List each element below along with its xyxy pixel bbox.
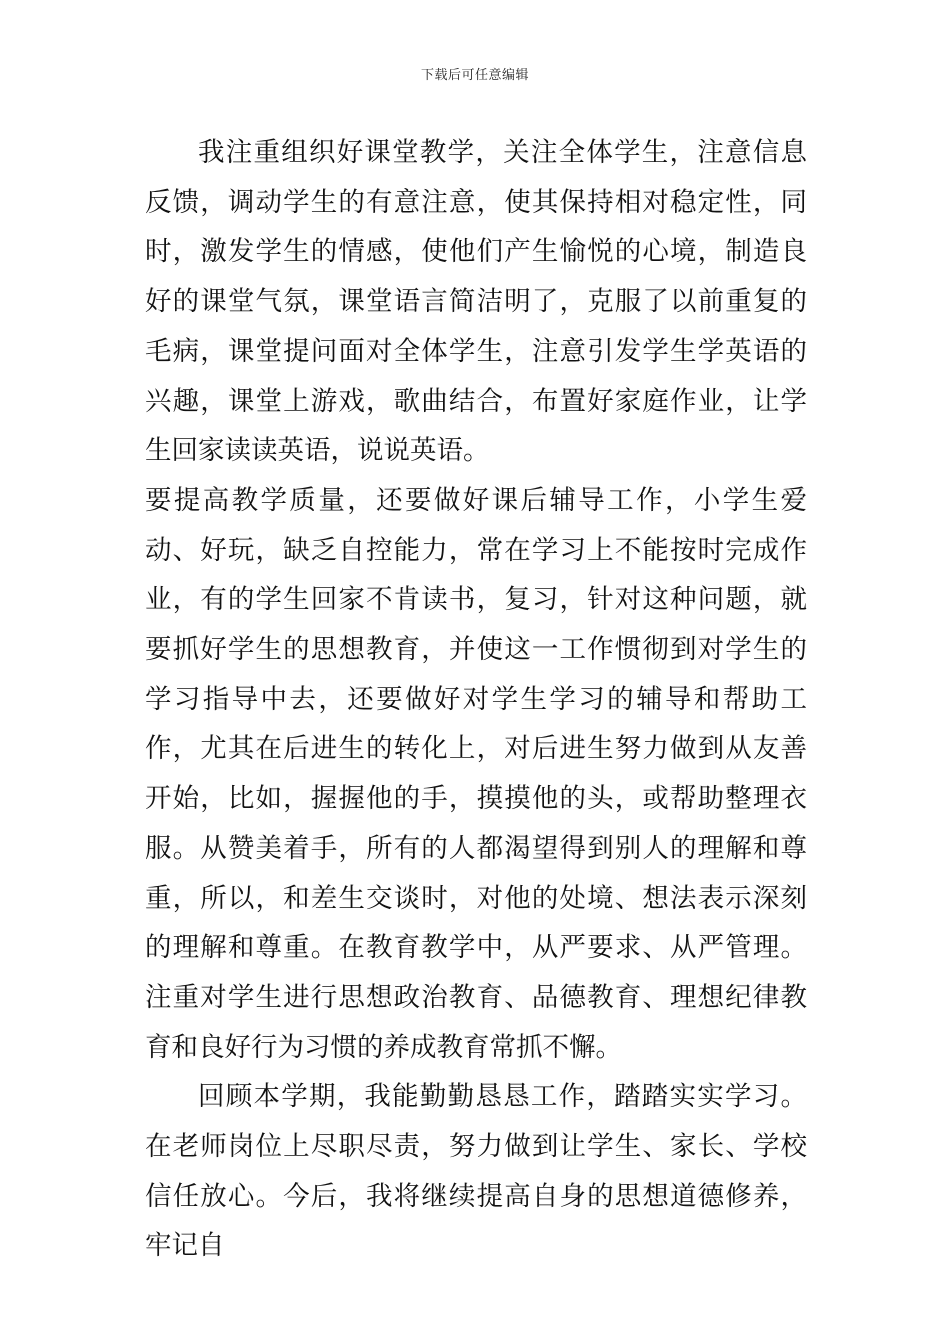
- document-body: [145, 128, 807, 1271]
- paragraph-after-class-tutoring: 要提高教学质量，还要做好课后辅导工作，小学生爱动、好玩，缺乏自控能力，常在学习上不能按时完成作业，有的学生回家不肯读书，复习，针对这种问题，就要抓好学生的思想教育，并使这一工作惯彻到对学生的学习指导中去，还要做好对学生学习的辅导和帮助工作，尤其在后进生的转化上，对后进生努力做到从友善开始，比如，握握他的手，摸摸他的头，或帮助整理衣服。从赞美着手，所有的人都渴望得到别人的理解和尊重，所以，和差生交谈时，对他的处境、想法表示深刻的理解和尊重。在教育教学中，从严要求、从严管理。注重对学生进行思想政治教育、品德教育、理想纪律教育和良好行为习惯的养成教育常抓不懈。: [145, 484, 807, 1063]
- paragraph-classroom-teaching: 我注重组织好课堂教学，关注全体学生，注意信息反馈，调动学生的有意注意，使其保持相对稳定性，同时，激发学生的情感，使他们产生愉悦的心境，制造良好的课堂气氛，课堂语言简洁明了，克服了以前重复的毛病，课堂提问面对全体学生，注意引发学生学英语的兴趣，课堂上游戏，歌曲结合，布置好家庭作业，让学生回家读读英语，说说英语。: [145, 137, 807, 467]
- paragraph-semester-review: 回顾本学期，我能勤勤恳恳工作，踏踏实实学习。在老师岗位上尽职尽责，努力做到让学生、家长、学校信任放心。今后，我将继续提高自身的思想道德修养，牢记自: [145, 1081, 807, 1262]
- page-header: 下载后可任意编辑: [420, 68, 529, 83]
